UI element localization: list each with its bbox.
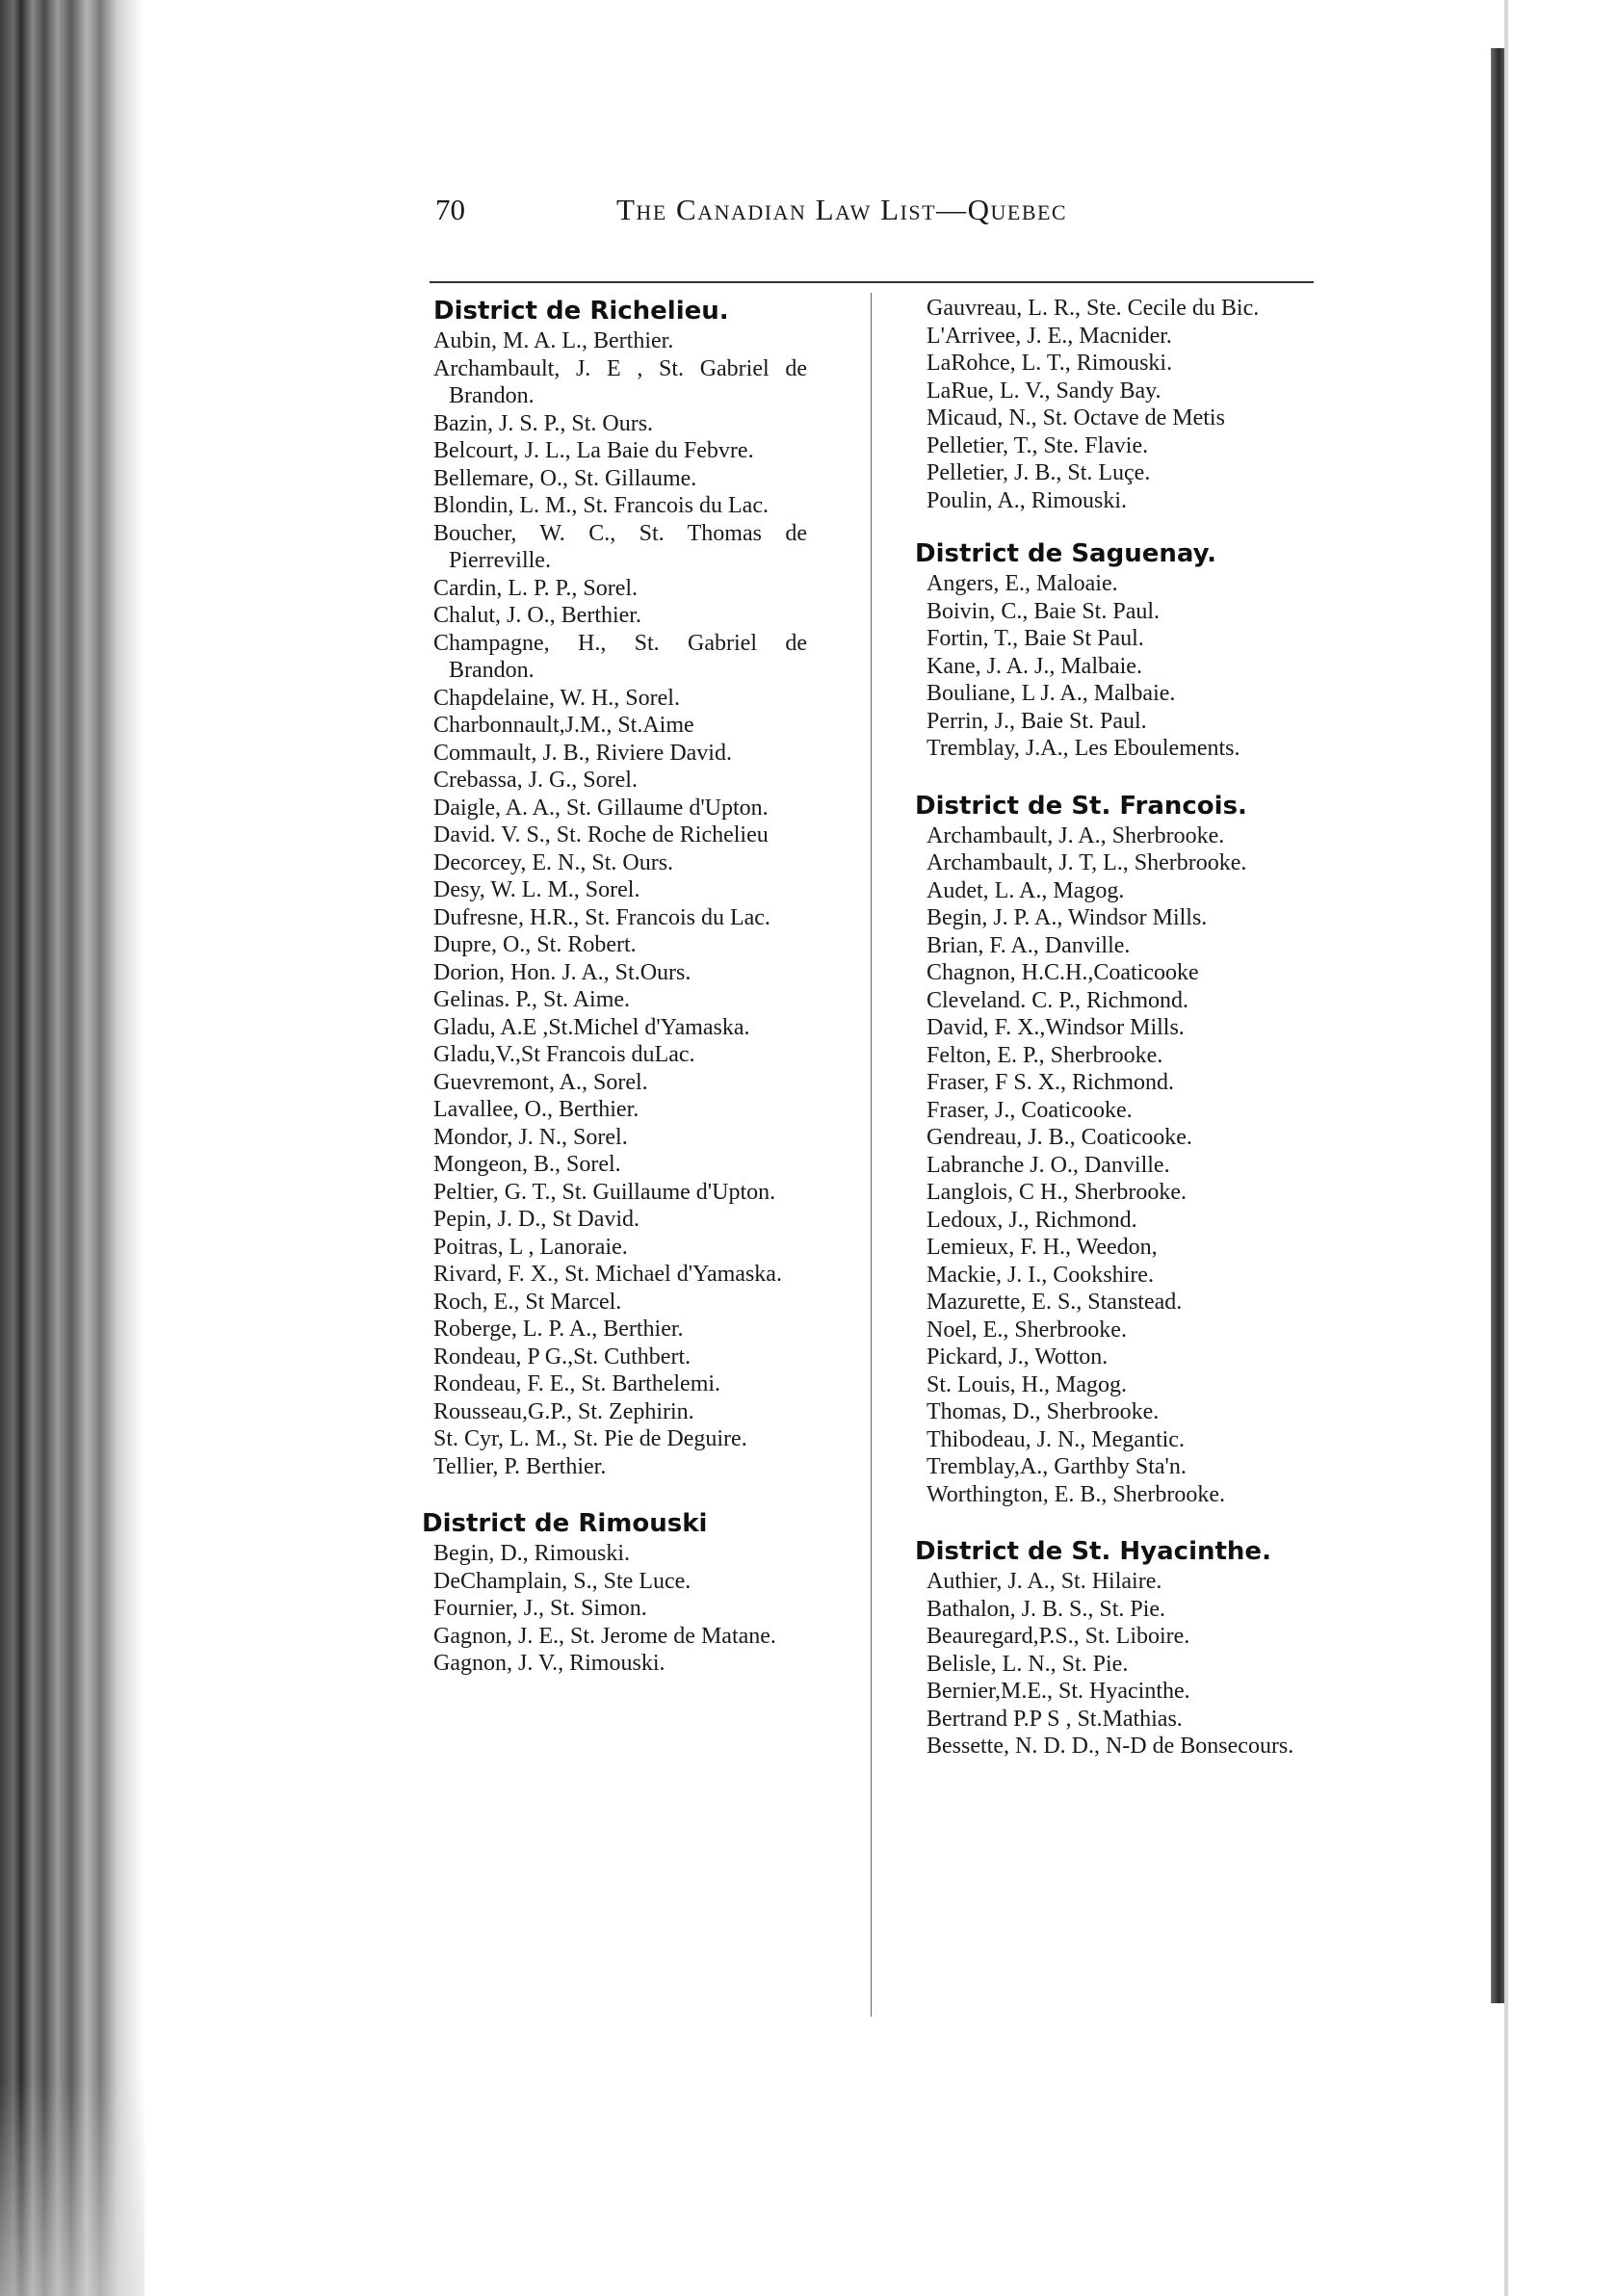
- lawyer-entry: Boivin, C., Baie St. Paul.: [926, 598, 1161, 624]
- lawyer-entry: Audet, L. A., Magog.: [926, 877, 1125, 903]
- district-section: [915, 790, 1319, 1509]
- lawyer-entry: Boucher, W. C., St. Thomas de Pierreville.: [433, 520, 807, 573]
- lawyer-entry: Gladu, A.E ,St.Michel d'Yamaska.: [433, 1014, 750, 1040]
- lawyer-list: [915, 822, 1319, 1509]
- column-divider: [871, 293, 872, 2017]
- lawyer-entry: Ledoux, J., Richmond.: [926, 1207, 1137, 1233]
- lawyer-entry: Aubin, M. A. L., Berthier.: [433, 328, 674, 353]
- lawyer-entry: DeChamplain, S., Ste Luce.: [433, 1568, 692, 1594]
- lawyer-entry: Fortin, T., Baie St Paul.: [926, 626, 1144, 651]
- lawyer-list: [915, 570, 1319, 763]
- lawyer-entry: Mongeon, B., Sorel.: [433, 1152, 621, 1177]
- lawyer-entry: Bessette, N. D. D., N-D de Bonsecours.: [926, 1734, 1294, 1759]
- lawyer-entry: LaRohce, L. T., Rimouski.: [926, 351, 1173, 376]
- lawyer-entry: Peltier, G. T., St. Guillaume d'Upton.: [433, 1179, 776, 1205]
- lawyer-entry: Roch, E., St Marcel.: [433, 1289, 622, 1315]
- lawyer-entry: Chalut, J. O., Berthier.: [433, 603, 641, 628]
- lawyer-entry: Bathalon, J. B. S., St. Pie.: [926, 1596, 1166, 1622]
- lawyer-entry: Bertrand P.P S , St.Mathias.: [926, 1706, 1183, 1732]
- lawyer-entry: Commault, J. B., Riviere David.: [433, 740, 732, 766]
- lawyer-entry: Lavallee, O., Berthier.: [433, 1097, 639, 1122]
- lawyer-list: [422, 327, 807, 1480]
- lawyer-entry: Kane, J. A. J., Malbaie.: [926, 653, 1142, 679]
- lawyer-entry: Poitras, L , Lanoraie.: [433, 1234, 628, 1260]
- lawyer-entry: Desy, W. L. M., Sorel.: [433, 877, 640, 902]
- district-heading: District de St. Francois.: [915, 791, 1247, 821]
- district-heading: District de Saguenay.: [915, 539, 1217, 568]
- lawyer-list: [422, 1540, 807, 1678]
- lawyer-entry: Guevremont, A., Sorel.: [433, 1069, 648, 1095]
- lawyer-entry: Bernier,M.E., St. Hyacinthe.: [926, 1679, 1190, 1704]
- lawyer-entry: Gauvreau, L. R., Ste. Cecile du Bic.: [926, 296, 1260, 321]
- lawyer-entry: St. Louis, H., Magog.: [926, 1371, 1128, 1397]
- lawyer-entry: Champagne, H., St. Gabriel de Brandon.: [433, 630, 807, 683]
- lawyer-entry: David, F. X.,Windsor Mills.: [926, 1015, 1185, 1040]
- lawyer-entry: Angers, E., Maloaie.: [926, 571, 1118, 596]
- lawyer-entry: Cleveland. C. P., Richmond.: [926, 987, 1188, 1013]
- lawyer-entry: Mondor, J. N., Sorel.: [433, 1124, 628, 1150]
- lawyer-entry: Belisle, L. N., St. Pie.: [926, 1651, 1129, 1677]
- lawyer-entry: LaRue, L. V., Sandy Bay.: [926, 378, 1161, 404]
- page-right-edge: [1491, 48, 1504, 2003]
- district-section: [422, 1507, 807, 1678]
- lawyer-entry: Langlois, C H., Sherbrooke.: [926, 1180, 1187, 1205]
- lawyer-entry: Rondeau, P G.,St. Cuthbert.: [433, 1344, 692, 1370]
- lawyer-entry: Mackie, J. I., Cookshire.: [926, 1262, 1154, 1288]
- lawyer-entry: Micaud, N., St. Octave de Metis: [926, 405, 1225, 430]
- district-section: [422, 295, 807, 1480]
- lawyer-entry: Lemieux, F. H., Weedon,: [926, 1235, 1158, 1260]
- lawyer-entry: Tellier, P. Berthier.: [433, 1453, 607, 1479]
- lawyer-entry: Thomas, D., Sherbrooke.: [926, 1399, 1160, 1424]
- lawyer-entry: Fraser, J., Coaticooke.: [926, 1097, 1133, 1123]
- lawyer-entry: Pickard, J., Wotton.: [926, 1344, 1109, 1370]
- lawyer-entry: Tremblay,A., Garthby Sta'n.: [926, 1454, 1187, 1479]
- district-heading: District de Richelieu.: [433, 297, 729, 326]
- left-column: [422, 295, 807, 1705]
- lawyer-entry: Bazin, J. S. P., St. Ours.: [433, 410, 654, 436]
- lawyer-entry: Noel, E., Sherbrooke.: [926, 1317, 1127, 1343]
- lawyer-entry: Pelletier, J. B., St. Luçe.: [926, 460, 1151, 485]
- lawyer-entry: Fraser, F S. X., Richmond.: [926, 1070, 1175, 1095]
- lawyer-entry: Chagnon, H.C.H.,Coaticooke: [926, 960, 1199, 985]
- right-column: [915, 295, 1319, 1787]
- lawyer-entry: Gagnon, J. E., St. Jerome de Matane.: [433, 1623, 776, 1649]
- lawyer-entry: Archambault, J. E , St. Gabriel de Brandon.: [433, 355, 807, 408]
- lawyer-entry: Rivard, F. X., St. Michael d'Yamaska.: [433, 1262, 782, 1287]
- adjacent-page-margin: [1504, 0, 1618, 2296]
- district-section: [915, 537, 1319, 763]
- lawyer-entry: Cardin, L. P. P., Sorel.: [433, 575, 639, 601]
- lawyer-entry: Archambault, J. T, L., Sherbrooke.: [926, 850, 1247, 875]
- lawyer-entry: Rousseau,G.P., St. Zephirin.: [433, 1398, 694, 1424]
- lawyer-list: [915, 1568, 1319, 1761]
- lawyer-entry: Gagnon, J. V., Rimouski.: [433, 1651, 665, 1676]
- lawyer-entry: Dorion, Hon. J. A., St.Ours.: [433, 959, 692, 985]
- book-binding-edge: [0, 0, 144, 2296]
- lawyer-entry: Pepin, J. D., St David.: [433, 1207, 640, 1232]
- lawyer-entry: Worthington, E. B., Sherbrooke.: [926, 1481, 1226, 1507]
- lawyer-entry: Bouliane, L J. A., Malbaie.: [926, 681, 1176, 706]
- district-section: [915, 1535, 1319, 1761]
- header-rule: [430, 281, 1314, 283]
- lawyer-entry: Archambault, J. A., Sherbrooke.: [926, 822, 1225, 848]
- district-heading: District de St. Hyacinthe.: [915, 1537, 1271, 1566]
- lawyer-list: [915, 295, 1319, 514]
- lawyer-entry: Gendreau, J. B., Coaticooke.: [926, 1125, 1192, 1150]
- lawyer-entry: Blondin, L. M., St. Francois du Lac.: [433, 493, 769, 518]
- lawyer-entry: Poulin, A., Rimouski.: [926, 487, 1128, 513]
- lawyer-entry: Roberge, L. P. A., Berthier.: [433, 1317, 684, 1342]
- running-title: The Canadian Law List—Quebec: [616, 193, 1068, 226]
- lawyer-entry: Gelinas. P., St. Aime.: [433, 987, 631, 1012]
- lawyer-entry: Labranche J. O., Danville.: [926, 1152, 1170, 1178]
- lawyer-entry: Begin, D., Rimouski.: [433, 1541, 631, 1566]
- lawyer-entry: Thibodeau, J. N., Megantic.: [926, 1426, 1185, 1452]
- lawyer-entry: Begin, J. P. A., Windsor Mills.: [926, 905, 1208, 930]
- page-number: 70: [435, 193, 465, 226]
- lawyer-entry: Tremblay, J.A., Les Eboulements.: [926, 736, 1240, 761]
- lawyer-entry: Chapdelaine, W. H., Sorel.: [433, 685, 680, 711]
- lawyer-entry: Dupre, O., St. Robert.: [433, 932, 637, 957]
- lawyer-entry: Crebassa, J. G., Sorel.: [433, 768, 638, 793]
- lawyer-entry: Charbonnault,J.M., St.Aime: [433, 713, 694, 738]
- lawyer-entry: Pelletier, T., Ste. Flavie.: [926, 432, 1149, 458]
- lawyer-entry: Belcourt, J. L., La Baie du Febvre.: [433, 438, 754, 463]
- lawyer-entry: L'Arrivee, J. E., Macnider.: [926, 323, 1172, 349]
- lawyer-entry: Fournier, J., St. Simon.: [433, 1596, 647, 1621]
- lawyer-entry: Rondeau, F. E., St. Barthelemi.: [433, 1371, 721, 1396]
- lawyer-entry: Perrin, J., Baie St. Paul.: [926, 708, 1147, 734]
- lawyer-entry: Bellemare, O., St. Gillaume.: [433, 465, 697, 491]
- lawyer-entry: Daigle, A. A., St. Gillaume d'Upton.: [433, 795, 769, 821]
- lawyer-entry: Beauregard,P.S., St. Liboire.: [926, 1624, 1190, 1649]
- district-heading: District de Rimouski: [422, 1509, 708, 1538]
- lawyer-entry: David. V. S., St. Roche de Richelieu: [433, 822, 769, 848]
- lawyer-entry: Felton, E. P., Sherbrooke.: [926, 1042, 1163, 1068]
- lawyer-entry: Mazurette, E. S., Stanstead.: [926, 1290, 1183, 1315]
- lawyer-entry: Gladu,V.,St Francois duLac.: [433, 1042, 695, 1067]
- lawyer-entry: Dufresne, H.R., St. Francois du Lac.: [433, 904, 770, 930]
- lawyer-entry: Brian, F. A., Danville.: [926, 932, 1131, 958]
- lawyer-entry: Decorcey, E. N., St. Ours.: [433, 849, 674, 875]
- district-section: [915, 295, 1319, 514]
- lawyer-entry: Authier, J. A., St. Hilaire.: [926, 1569, 1162, 1594]
- lawyer-entry: St. Cyr, L. M., St. Pie de Deguire.: [433, 1426, 747, 1451]
